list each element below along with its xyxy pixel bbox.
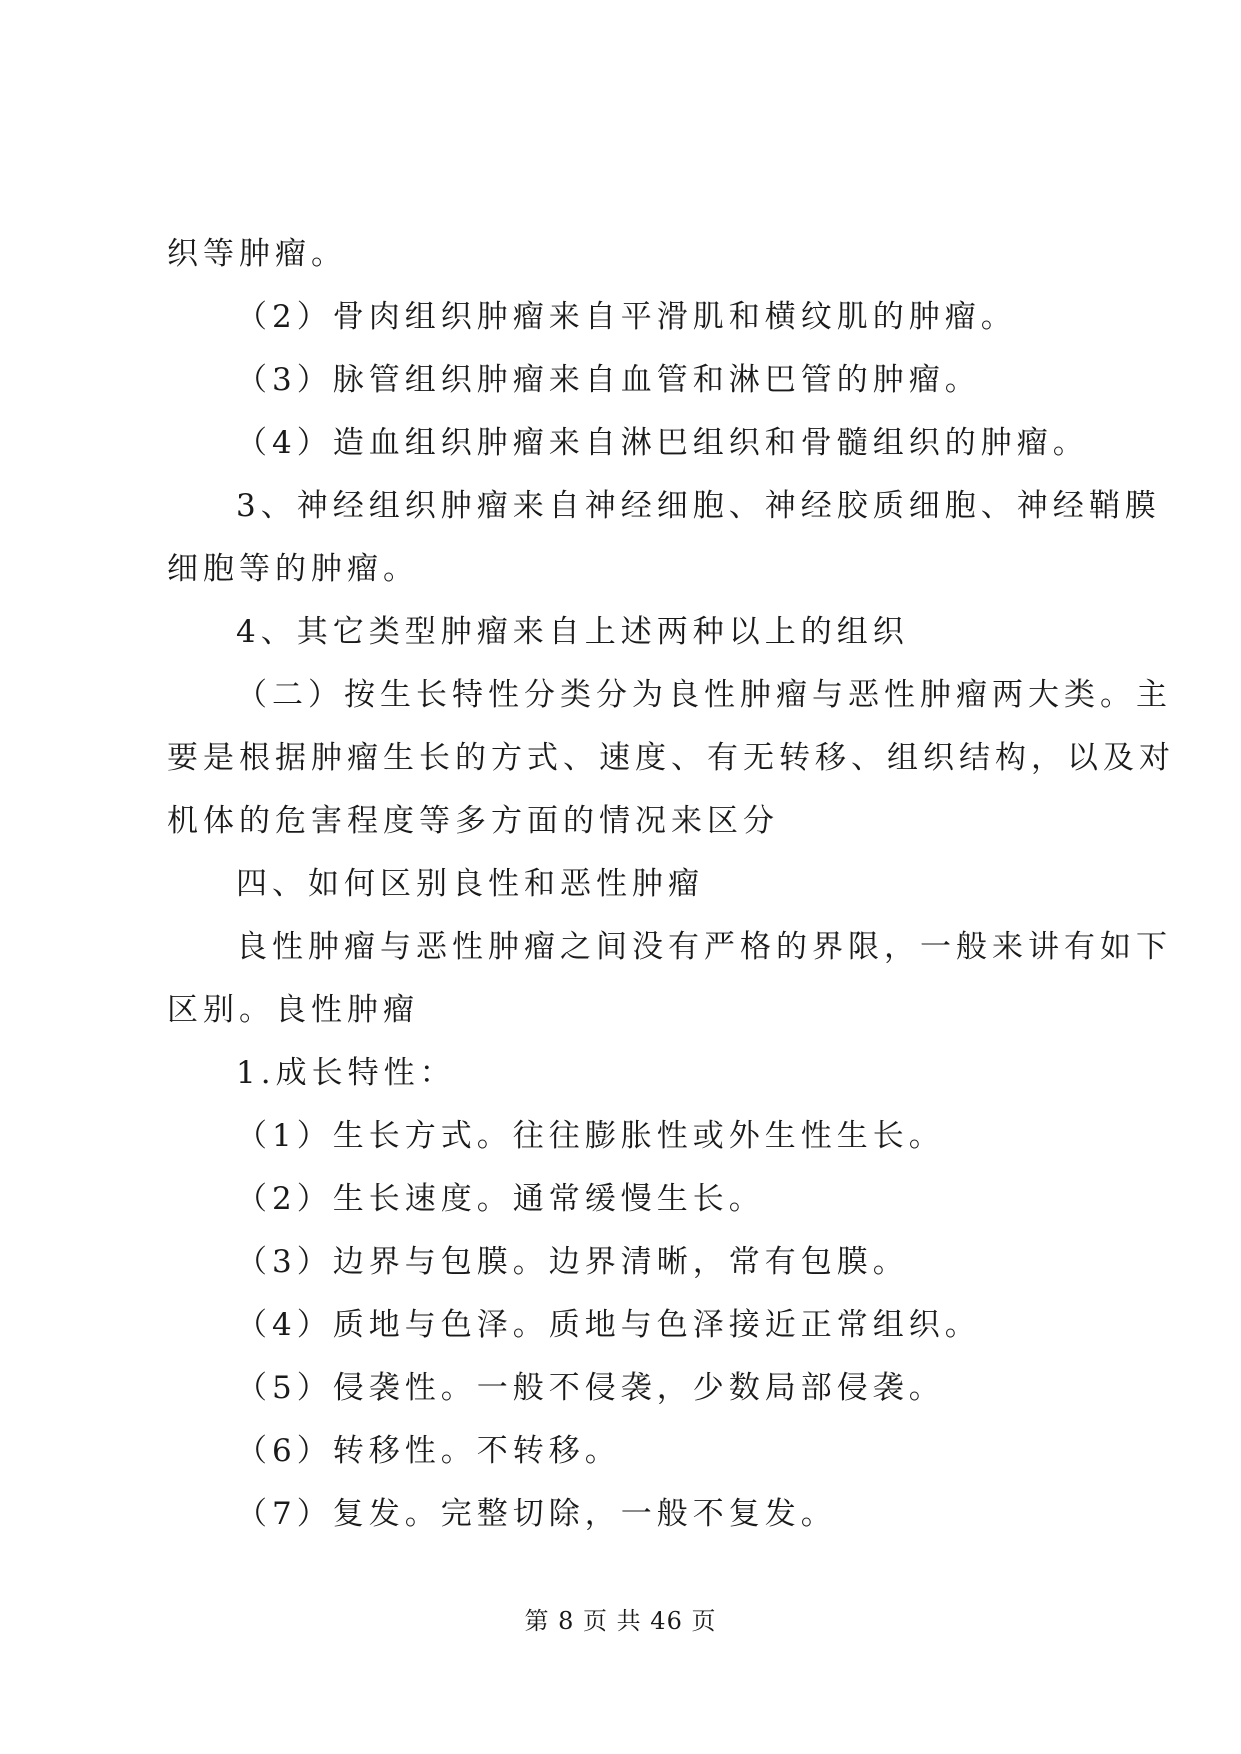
body-line-13: 区别。良性肿瘤 [167,992,419,1028]
body-line-18: （4）质地与色泽。质地与色泽接近正常组织。 [236,1307,981,1343]
body-line-14: 1.成长特性： [236,1055,456,1091]
body-line-17: （3）边界与包膜。边界清晰，常有包膜。 [236,1244,909,1280]
body-line-3: （3）脉管组织肿瘤来自血管和淋巴管的肿瘤。 [236,362,981,398]
body-line-16: （2）生长速度。通常缓慢生长。 [236,1181,765,1217]
body-line-2: （2）骨肉组织肿瘤来自平滑肌和横纹肌的肿瘤。 [236,299,1017,335]
page-number-footer: 第 8 页 共 46 页 [524,1607,717,1635]
body-line-6: 细胞等的肿瘤。 [167,551,419,587]
body-line-20: （6）转移性。不转移。 [236,1433,621,1469]
body-line-19: （5）侵袭性。一般不侵袭，少数局部侵袭。 [236,1370,945,1406]
body-line-9: 要是根据肿瘤生长的方式、速度、有无转移、组织结构，以及对 [167,740,1175,776]
body-line-8: （二）按生长特性分类分为良性肿瘤与恶性肿瘤两大类。主 [236,677,1172,713]
body-line-12: 良性肿瘤与恶性肿瘤之间没有严格的界限，一般来讲有如下 [236,929,1172,965]
body-line-15: （1）生长方式。往往膨胀性或外生性生长。 [236,1118,945,1154]
body-line-10: 机体的危害程度等多方面的情况来区分 [167,803,779,839]
body-line-11: 四、如何区别良性和恶性肿瘤 [236,866,704,902]
body-line-1: 织等肿瘤。 [167,236,347,272]
body-line-7: 4、其它类型肿瘤来自上述两种以上的组织 [236,614,909,650]
body-line-21: （7）复发。完整切除，一般不复发。 [236,1496,837,1532]
body-line-5: 3、神经组织肿瘤来自神经细胞、神经胶质细胞、神经鞘膜 [236,488,1161,524]
body-line-4: （4）造血组织肿瘤来自淋巴组织和骨髓组织的肿瘤。 [236,425,1089,461]
